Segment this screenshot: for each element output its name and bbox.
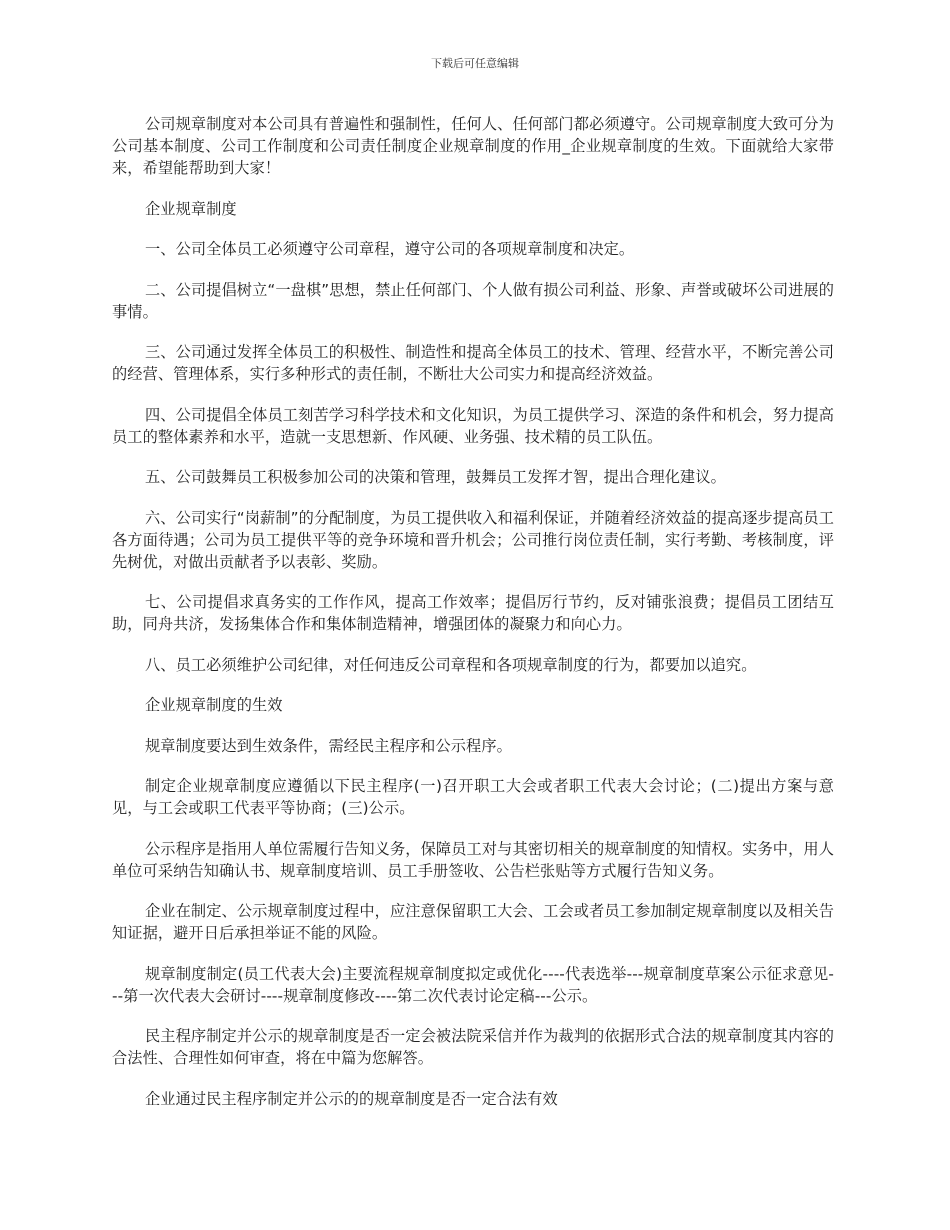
body-paragraph: 企业在制定、公示规章制度过程中，应注意保留职工大会、工会或者员工参加制定规章制度以及相关告知证据，避开日后承担举证不能的风险。 bbox=[112, 902, 834, 942]
body-paragraph: 民主程序制定并公示的规章制度是否一定会被法院采信并作为裁判的依据形式合法的规章制度其内容的合法性、合理性如何审查，将在中篇为您解答。 bbox=[112, 1027, 834, 1067]
body-paragraph: 公示程序是指用人单位需履行告知义务，保障员工对与其密切相关的规章制度的知情权。实务中，用人单位可采纳告知确认书、规章制度培训、员工手册签收、公告栏张贴等方式履行告知义务。 bbox=[112, 839, 834, 880]
rule-item-8: 八、员工必须维护公司纪律，对任何违反公司章程和各项规章制度的行为，都要加以追究。 bbox=[145, 655, 757, 674]
rule-item-7: 七、公司提倡求真务实的工作作风，提高工作效率；提倡厉行节约，反对铺张浪费；提倡员工团结互助，同舟共济，发扬集体合作和集体制造精神，增强团体的凝聚力和向心力。 bbox=[112, 593, 834, 633]
closing-heading: 企业通过民主程序制定并公示的的规章制度是否一定合法有效 bbox=[145, 1089, 558, 1108]
body-paragraph: 规章制度要达到生效条件，需经民主程序和公示程序。 bbox=[145, 736, 512, 755]
rule-item-2: 二、公司提倡树立“一盘棋”思想，禁止任何部门、个人做有损公司利益、形象、声誉或破坏公司进展的事情。 bbox=[112, 280, 834, 321]
document-body bbox=[112, 113, 834, 1128]
section-heading-effectiveness: 企业规章制度的生效 bbox=[145, 696, 283, 714]
rule-item-5: 五、公司鼓舞员工积极参加公司的决策和管理，鼓舞员工发挥才智，提出合理化建议。 bbox=[145, 468, 726, 486]
body-paragraph: 制定企业规章制度应遵循以下民主程序(一)召开职工大会或者职工代表大会讨论；(二)提出方案与意见，与工会或职工代表平等协商；(三)公示。 bbox=[112, 777, 834, 817]
section-heading-regulations: 企业规章制度 bbox=[145, 199, 237, 218]
page-header-note: 下载后可任意编辑 bbox=[431, 57, 519, 70]
rule-item-4: 四、公司提倡全体员工刻苦学习科学技术和文化知识，为员工提供学习、深造的条件和机会，努力提高员工的整体素养和水平，造就一支思想新、作风硬、业务强、技术精的员工队伍。 bbox=[112, 405, 834, 446]
body-paragraph: 规章制度制定(员工代表大会)主要流程规章制度拟定或优化----代表选举---规章制度草案公示征求意见---第一次代表大会研讨----规章制度修改----第二次代表讨论定稿---公示。 bbox=[112, 964, 834, 1005]
rule-item-1: 一、公司全体员工必须遵守公司章程，遵守公司的各项规章制度和决定。 bbox=[145, 240, 635, 258]
intro-paragraph: 公司规章制度对本公司具有普遍性和强制性，任何人、任何部门都必须遵守。公司规章制度大致可分为公司基本制度、公司工作制度和公司责任制度企业规章制度的作用_企业规章制度的生效。下面就给大家带来，希望能帮助到大家！ bbox=[112, 115, 834, 177]
rule-item-6: 六、公司实行“岗薪制”的分配制度，为员工提供收入和福利保证，并随着经济效益的提高逐步提高员工各方面待遇；公司为员工提供平等的竞争环境和晋升机会；公司推行岗位责任制，实行考勤、考核制度，评先树优，对做出贡献者予以表彰、奖励。 bbox=[112, 508, 834, 571]
rule-item-3: 三、公司通过发挥全体员工的积极性、制造性和提高全体员工的技术、管理、经营水平，不断完善公司的经营、管理体系，实行多种形式的责任制，不断壮大公司实力和提高经济效益。 bbox=[112, 343, 834, 383]
